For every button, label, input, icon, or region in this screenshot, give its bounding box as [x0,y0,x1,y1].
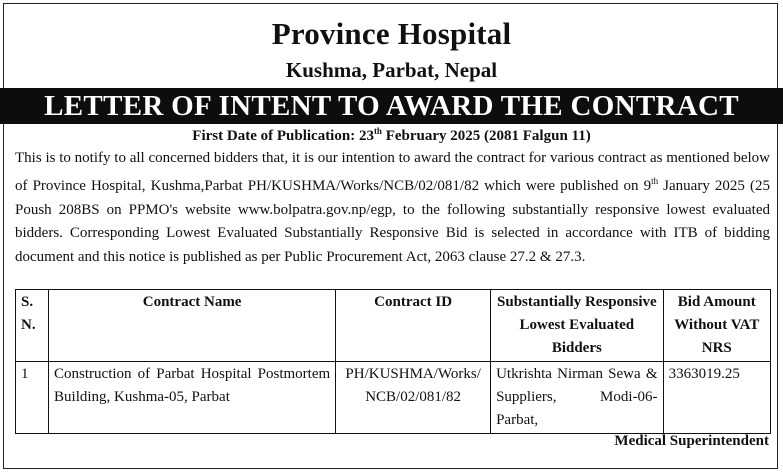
award-table [15,289,771,434]
header-sn: S. N. [16,290,49,362]
row-sn: 1 [16,362,49,434]
header-contract-id: Contract ID [336,290,491,362]
header-bidder: Substantially Responsive Lowest Evaluated Bidders [491,290,663,362]
notice-body: This is to notify to all concerned bidders that, it is our intention to award the contract for various contract as mentioned below of Province Hospital, Kushma,Parbat PH/KUSHMA/Works/NCB/02/081/82 which were published on 9th January 2025 (25 Poush 208BS on PPMO's website www.bolpatra.gov.np/egp, to the following substantially responsive lowest evaluated bidders. Corresponding Lowest Evaluated Substantially Responsive Bid is selected in accordance with ITB of bidding document and this notice is published as per Public Procurement Act, 2063 clause 27.2 & 27.3. [15,150,770,265]
table-row [16,362,771,434]
signatory-title: Medical Superintendent [614,433,769,449]
header-contract-name: Contract Name [49,290,336,362]
notice-banner: LETTER OF INTENT TO AWARD THE CONTRACT [0,88,783,124]
row-contract-id: PH/KUSHMA/Works/ NCB/02/081/82 [336,362,491,434]
row-bid-amount: 3363019.25 [663,362,770,434]
hospital-location: Kushma, Parbat, Nepal [285,58,498,82]
hospital-name: Province Hospital [271,16,512,51]
row-contract-name: Construction of Parbat Hospital Postmortem Building, Kushma-05, Parbat [49,362,336,434]
table-header-row [16,290,771,362]
publication-date: First Date of Publication: 23th February 2025 (2081 Falgun 11) [192,126,591,144]
row-bidder: Utkrishta Nirman Sewa & Suppliers, Modi-06-Parbat, [491,362,663,434]
header-bid-amount: Bid Amount Without VAT NRS [663,290,770,362]
